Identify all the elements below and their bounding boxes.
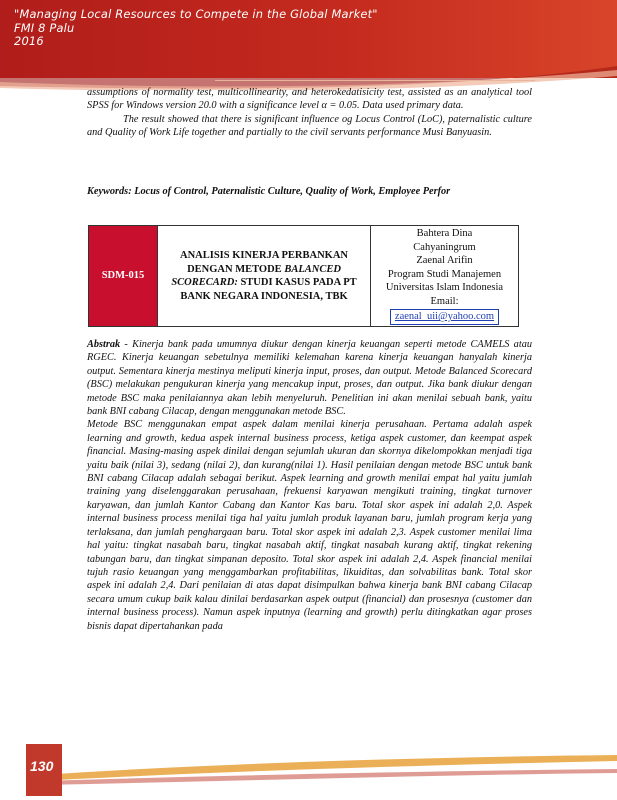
conference-name: FMI 8 Palu [14, 20, 75, 35]
header-divider [215, 80, 535, 81]
conference-theme: "Managing Local Resources to Compete in the Global Market" [14, 7, 378, 21]
abstract-body [87, 338, 532, 633]
page-number: 130 [30, 758, 54, 774]
email-label: Email: [430, 295, 459, 307]
paper-authors [371, 226, 519, 327]
footer-swoosh-decoration [0, 735, 617, 800]
paper-entry-table [88, 225, 519, 327]
affiliation-line: Program Studi Manajemen [387, 268, 502, 280]
paper-title-part1: ANALISIS KINERJA PERBANKAN DENGAN METODE [179, 250, 349, 275]
author-line: Cahyaningrum [413, 241, 476, 253]
abstract-paragraph-2: Metode BSC menggunakan empat aspek dalam menilai kinerja perusahaan. Pertama adalah aspek learning and growth, kedua aspek internal business process, ketiga aspek customer, dan keempat aspek financial. Masing-masing aspek dinilai dengan sejumlah ukuran dan skornya dikelompokkan menjadi tiga yaitu baik (nilai 3), sedang (nilai 2), dan kurang(nilai 1). Hasil penilaian dengan metode BSC untuk bank BNI cabang Cilacap adalah sebagai berikut. Aspek learning and growth menilai empat hal yaitu jumlah training yang diselenggarakan perusahaan, frekuensi karyawan mengikuti training, tingkat turnover karyawan, dan jumlah Kantor Cabang dan Kantor Kas baru. Total skor aspek ini adalah 2,0. Aspek internal business process menilai tiga hal yaitu jumlah produk layanan baru, jumlah program kerja yang terlaksana, dan jumlah penghargaan baru. Total skor aspek ini adalah 2,3. Aspek customer menilai lima hal yaitu: tingkat nasabah baru, tingkat nasabah aktif, tingkat nasabah kurang aktif, tingkat rekening tabungan baru, dan tingkat simpanan deposito. Total skor aspek ini adalah 2,4. Aspek financial menilai tujuh rasio keuangan yang menggambarkan profitabilitas, likuiditas, dan solvabilitas bank. Total skor aspek ini adalah 2,4. Dari penilaian di atas dapat disimpulkan bahwa kinerja bank BNI cabang Cilacap secara umum cukup baik kalau dinilai berdasarkan aspek output (financial) dan prosesnya (customer dan internal business process). Namun aspek inputnya (learning and growth) perlu ditingkatkan agar proses bisnis dapat dipertahankan pada [87, 419, 532, 632]
author-line: Bahtera Dina [416, 228, 473, 240]
author-email-link[interactable]: zaenal_uii@yahoo.com [390, 309, 499, 325]
abstract-paragraph-1-text: - Kinerja bank pada umumnya diukur dengan kinerja keuangan seperti metode CAMELS atau RGEC. Kinerja keuangan sebetulnya memiliki kelemahan karena kinerja keuangan hanyalah kinerja output. Sementara kinerja mestinya meliputi kinerja input, proses, dan output. Metode Balanced Scorecard (BSC) melakukan pengukuran kinerja yang mencakup input, proses, dan output. Jika bank diukur dengan metode BSC maka penilaiannya akan lebih menyeluruh. Penelitian ini akan menilai sebuah bank, yaitu bank BNI cabang Cilacap, dengan menggunakan metode BSC. [87, 339, 532, 418]
paper-title [158, 226, 371, 327]
affiliation-line: Universitas Islam Indonesia [385, 282, 504, 294]
author-line: Zaenal Arifin [416, 255, 473, 267]
paper-title-italic: BALANCED SCORECARD: [171, 263, 341, 288]
previous-abstract-continuation [87, 86, 532, 139]
conference-year: 2016 [14, 34, 44, 48]
previous-abstract-text-b: The result showed that there is significant influence og Locus Control (LoC), paternalistic culture and Quality of Work Life together and partially to the civil servants performance Musi Banyuasin. [87, 113, 532, 138]
previous-keywords: Keywords: Locus of Control, Paternalistic Culture, Quality of Work, Employee Perfor [87, 186, 451, 197]
abstract-paragraph-1 [87, 338, 532, 418]
previous-abstract-text-a: assumptions of normality test, multicollinearity, and heterokedatisicity test, assisted as an analytical tool SPSS for Windows version 20.0 with a significance level α = 0.05. Data used primary data. [87, 87, 532, 112]
conference-header [14, 8, 378, 49]
abstract-label: Abstrak [87, 339, 121, 350]
paper-title-part2: STUDI KASUS PADA PT BANK NEGARA INDONESIA, TBK [180, 277, 357, 302]
paper-code: SDM-015 [89, 226, 158, 327]
